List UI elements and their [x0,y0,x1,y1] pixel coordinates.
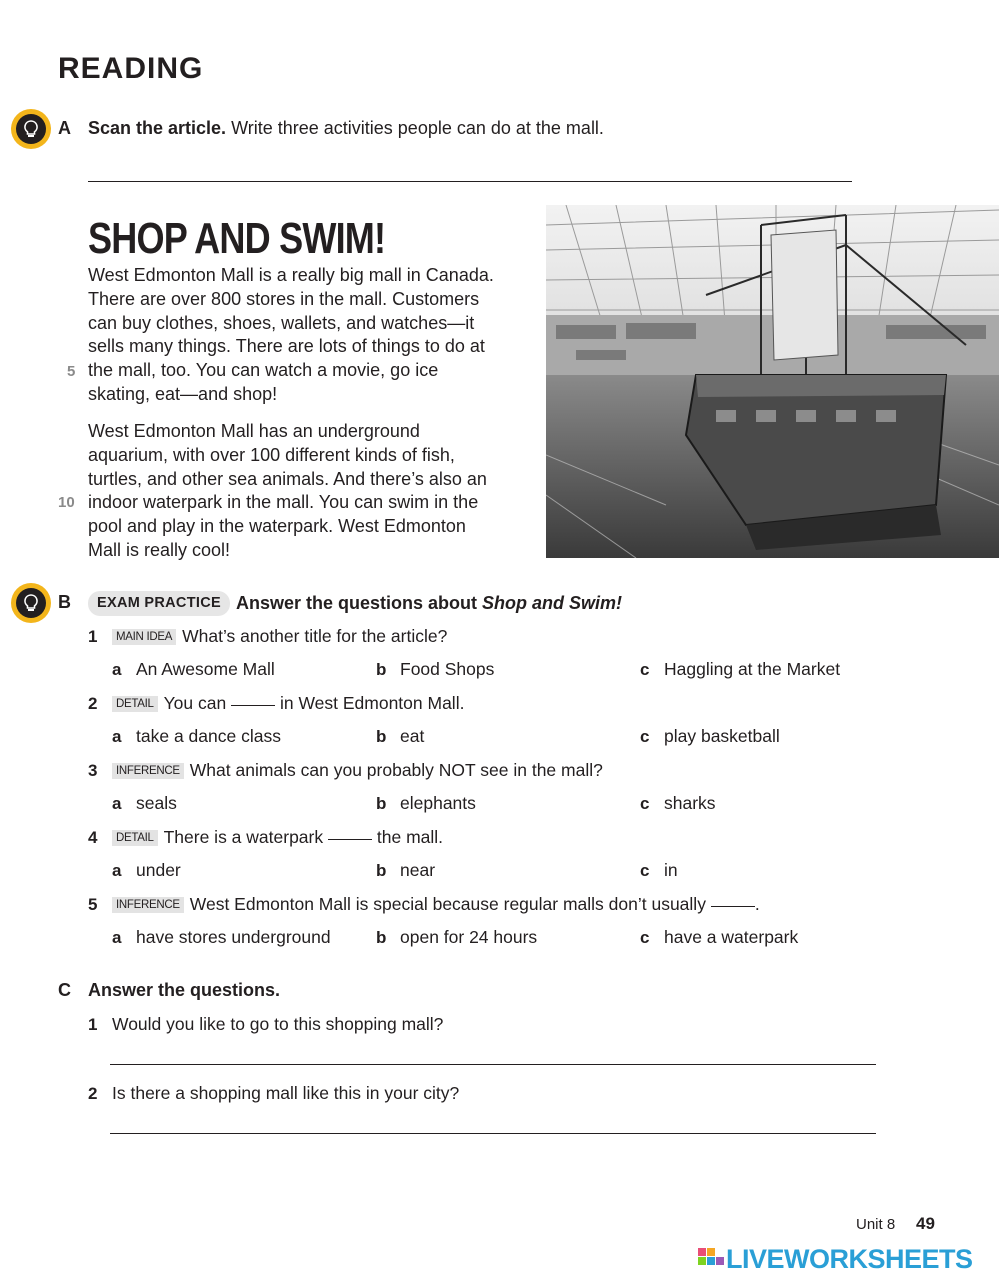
section-a-instruction [88,118,604,139]
p2-line: turtles, and other sea animals. And there’s also an [88,468,487,489]
question-number: 1 [88,627,98,646]
p1-line: can buy clothes, shoes, wallets, and watches—it [88,312,475,333]
question-text: West Edmonton Mall is special because regular malls don’t usually [189,894,706,914]
option-1a[interactable]: An Awesome Mall [136,659,275,679]
p2-line: Mall is really cool! [88,539,231,560]
question-tag: INFERENCE [112,897,184,913]
option-letter: c [640,861,650,880]
option-2a[interactable]: take a dance class [136,726,281,746]
question-number: 3 [88,761,98,780]
option-letter: c [640,928,650,947]
option-letter: c [640,727,650,746]
option-letter: a [112,928,122,947]
article-title-ref: Shop and Swim! [482,593,623,613]
option-letter: a [112,660,122,679]
page-heading: READING [58,52,204,85]
option-5b[interactable]: open for 24 hours [400,927,538,947]
option-2b[interactable]: eat [400,726,425,746]
question-tag: MAIN IDEA [112,629,176,645]
question-text: You can [163,693,227,713]
option-letter: b [376,928,387,947]
section-b-instruction-text: Answer the questions about [236,593,483,613]
answer-blank [231,705,275,706]
option-letter: c [640,794,650,813]
question-text: in West Edmonton Mall. [279,693,465,713]
section-a-text: Write three activities people can do at the mall. [231,118,604,138]
question-4 [112,827,443,848]
question-text: There is a waterpark [163,827,324,847]
option-letter: b [376,794,387,813]
answer-line-c2[interactable] [110,1133,876,1134]
p1-line: There are over 800 stores in the mall. Customers [88,288,480,309]
question-number: 1 [88,1015,98,1034]
lightbulb-icon [11,109,51,149]
exam-practice-badge: EXAM PRACTICE [88,591,230,616]
p2-line: pool and play in the waterpark. West Edmonton [88,516,466,537]
option-4b[interactable]: near [400,860,436,880]
article-title: SHOP AND SWIM! [88,214,386,263]
answer-blank [328,839,372,840]
p1-line: skating, eat—and shop! [88,383,278,404]
article-paragraph-2 [88,420,528,563]
p1-line: the mall, too. You can watch a movie, go ice [88,360,439,381]
question-2 [112,693,464,714]
question-tag: DETAIL [112,696,158,712]
question-tag: DETAIL [112,830,158,846]
p1-line: sells many things. There are lots of things to do at [88,336,485,357]
question-tag: INFERENCE [112,763,184,779]
page-number: 49 [916,1214,935,1233]
article-paragraph-1 [88,264,528,407]
answer-line-a[interactable] [88,181,852,182]
option-4c[interactable]: in [664,860,678,880]
option-letter: c [640,660,650,679]
option-3a[interactable]: seals [136,793,177,813]
option-5c[interactable]: have a waterpark [664,927,799,947]
mall-ship-photo [546,205,999,558]
question-number: 2 [88,1084,98,1103]
option-letter: a [112,727,122,746]
question-text: What’s another title for the article? [182,626,448,646]
option-letter: b [376,727,387,746]
question-number: 4 [88,828,98,847]
unit-label: Unit 8 [856,1216,896,1233]
option-5a[interactable]: have stores underground [136,927,331,947]
section-b-instruction [236,591,622,616]
p2-line: West Edmonton Mall has an underground [88,421,420,441]
option-1c[interactable]: Haggling at the Market [664,659,841,679]
option-3c[interactable]: sharks [664,793,716,813]
option-letter: a [112,794,122,813]
option-3b[interactable]: elephants [400,793,476,813]
option-letter: a [112,861,122,880]
question-text: the mall. [376,827,444,847]
answer-line-c1[interactable] [110,1064,876,1065]
section-b-letter: B [58,592,71,612]
option-2c[interactable]: play basketball [664,726,780,746]
ship-illustration [546,205,999,558]
answer-blank [711,906,755,907]
question-number: 5 [88,895,98,914]
question-text: What animals can you probably NOT see in the mall? [189,760,603,780]
question-5 [112,894,760,915]
option-letter: b [376,861,387,880]
question-1 [112,626,447,647]
p2-line: indoor waterpark in the mall. You can swim in the [88,492,479,513]
line-number-10: 10 [58,494,75,511]
section-c-letter: C [58,980,71,1000]
section-c-question-1: Would you like to go to this shopping mall? [112,1014,444,1034]
lightbulb-icon [11,583,51,623]
p2-line: aquarium, with over 100 different kinds of fish, [88,444,455,465]
section-a-letter: A [58,118,71,138]
liveworksheets-brand: LIVEWORKSHEETS [726,1244,973,1274]
p1-line: West Edmonton Mall is a really big mall in Canada. [88,265,494,285]
line-number-5: 5 [67,363,76,380]
question-text: . [754,894,760,914]
option-1b[interactable]: Food Shops [400,659,495,679]
section-a-bold: Scan the article. [88,118,227,138]
liveworksheets-logo-icon [698,1246,728,1272]
question-3 [112,760,603,781]
option-letter: b [376,660,387,679]
section-c-question-2: Is there a shopping mall like this in your city? [112,1083,460,1103]
question-number: 2 [88,694,98,713]
section-c-instruction: Answer the questions. [88,980,281,1000]
option-4a[interactable]: under [136,860,181,880]
